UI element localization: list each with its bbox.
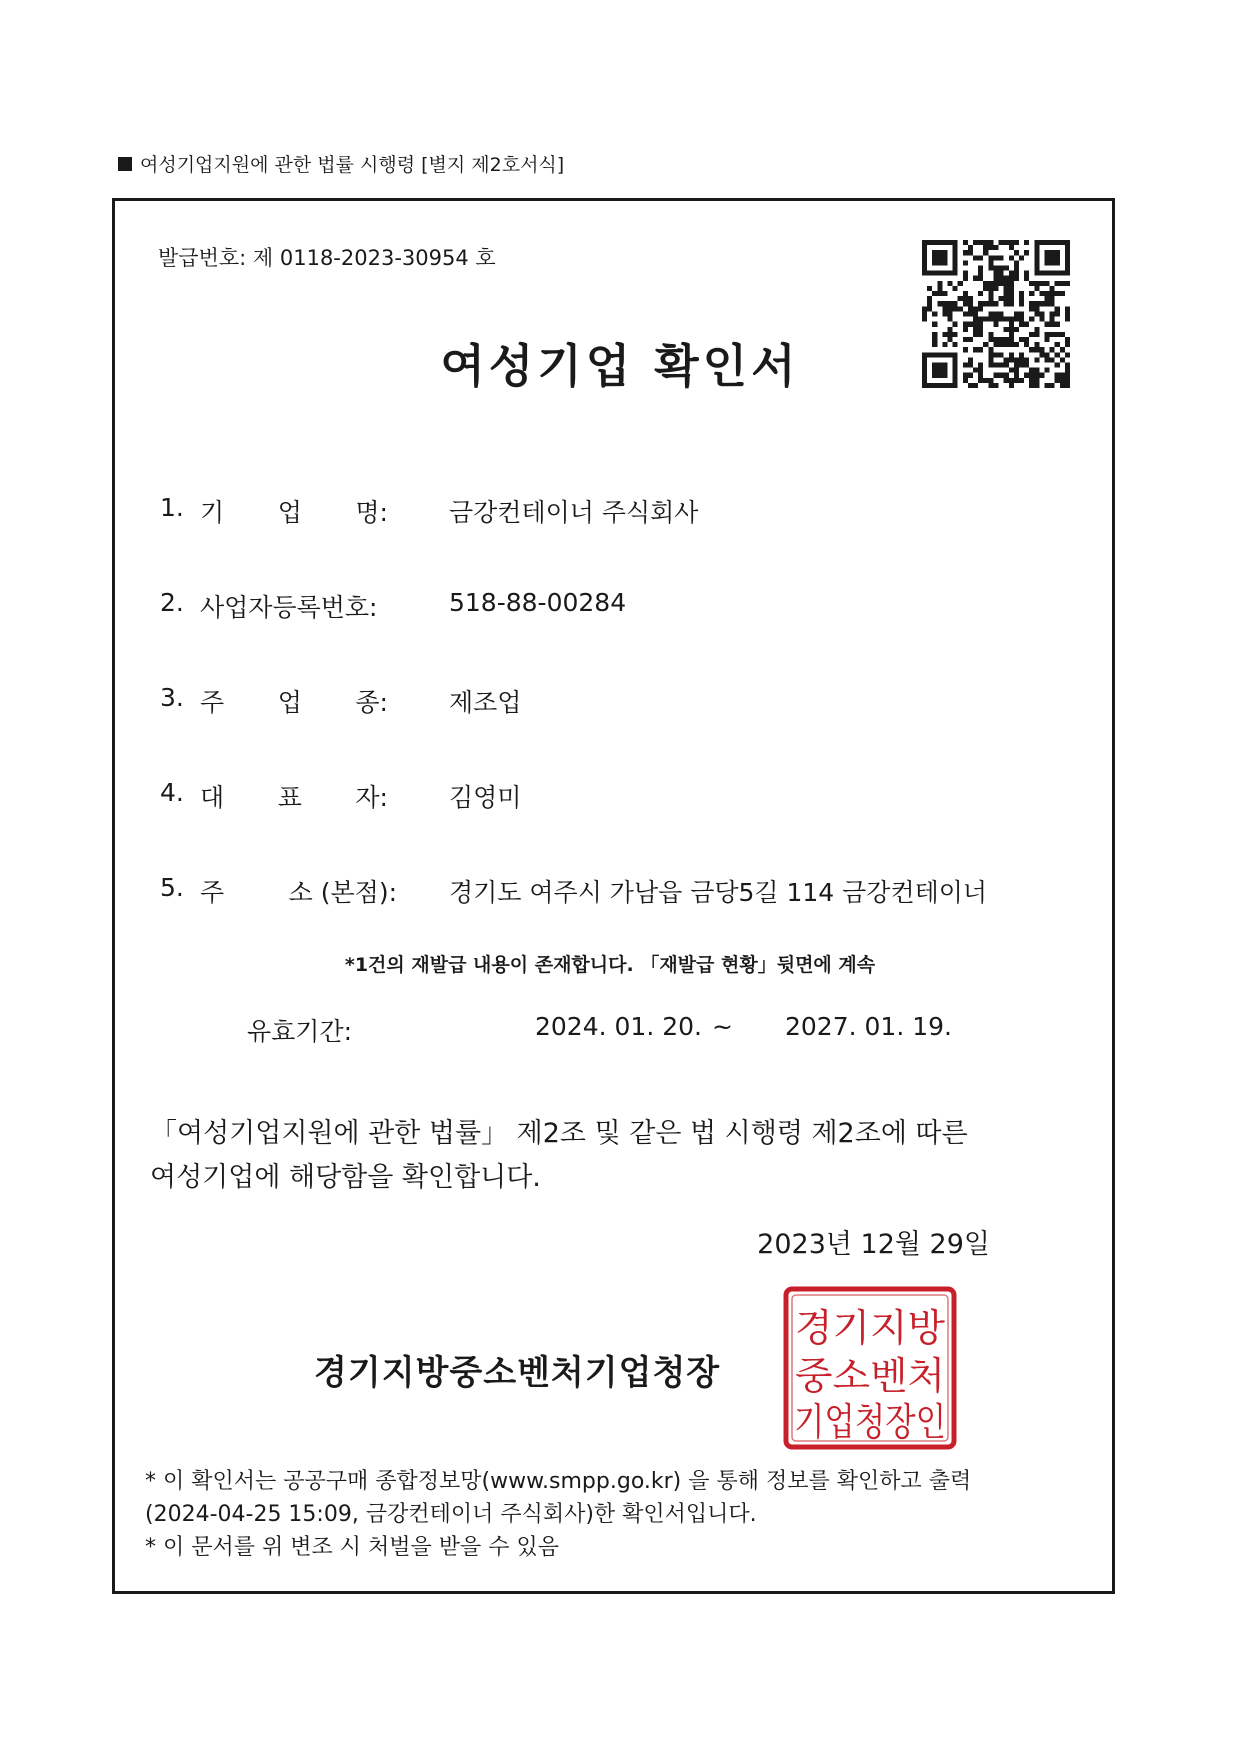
label-char: 사업자등록번호:	[200, 593, 378, 622]
field-number: 5.	[160, 873, 184, 902]
validity-end: 2027. 01. 19.	[785, 1012, 952, 1041]
issue-date: 2023년 12월 29일	[757, 1229, 990, 1260]
validity-separator: ~	[712, 1012, 733, 1041]
label-char: 명:	[355, 498, 388, 527]
footnote: * 이 문서를 위 변조 시 처벌을 받을 수 있음	[145, 1535, 559, 1560]
statement-line: 「여성기업지원에 관한 법률」 제2조 및 같은 법 시행령 제2조에 따른	[150, 1118, 968, 1149]
official-seal-icon	[782, 1285, 958, 1451]
field-number: 1.	[160, 493, 184, 522]
confirmation-statement	[150, 1112, 968, 1200]
field-number: 3.	[160, 683, 184, 712]
reissue-note: *1건의 재발급 내용이 존재합니다. 「재발급 현황」뒷면에 계속	[344, 954, 876, 976]
field-number: 4.	[160, 778, 184, 807]
validity-label: 유효기간:	[247, 1017, 353, 1046]
field-number: 2.	[160, 588, 184, 617]
document-title: 여성기업 확인서	[440, 339, 800, 393]
label-char: 업	[277, 688, 302, 717]
label-char: 주	[200, 688, 225, 717]
label-char: 표	[277, 783, 302, 812]
footnotes	[145, 1465, 971, 1564]
form-reference-text: 여성기업지원에 관한 법률 시행령 [별지 제2호서식]	[140, 154, 565, 176]
field-value: 제조업	[449, 688, 522, 717]
field-value: 금강컨테이너 주식회사	[449, 498, 699, 527]
footnote: (2024-04-25 15:09, 금강컨테이너 주식회사)한 확인서입니다.	[145, 1502, 757, 1527]
label-char: 종:	[355, 688, 388, 717]
seal-line: 기업청장인	[794, 1400, 946, 1444]
issue-number: 발급번호: 제 0118-2023-30954 호	[158, 246, 496, 270]
field-value: 경기도 여주시 가남읍 금당5길 114 금강컨테이너	[449, 878, 988, 907]
form-reference	[118, 150, 564, 177]
label-char: 주	[200, 878, 225, 907]
label-char: 업	[277, 498, 302, 527]
seal-line: 경기지방	[795, 1306, 946, 1350]
label-char: 소 (본점):	[288, 878, 397, 907]
statement-line: 여성기업에 해당함을 확인합니다.	[150, 1162, 541, 1193]
field-value: 518-88-00284	[449, 588, 627, 617]
issuer-name: 경기지방중소벤처기업청장	[314, 1353, 721, 1393]
field-main-industry	[160, 683, 521, 719]
square-bullet-icon	[118, 157, 132, 171]
field-company-name	[160, 493, 698, 529]
validity-start: 2024. 01. 20.	[535, 1012, 702, 1041]
field-value: 김영미	[449, 783, 522, 812]
field-address	[160, 873, 987, 909]
field-business-number	[160, 588, 626, 624]
footnote: * 이 확인서는 공공구매 종합정보망(www.smpp.go.kr) 을 통해 정보를 확인하고 출력	[145, 1469, 972, 1494]
label-char: 자:	[355, 783, 388, 812]
label-char: 기	[200, 498, 225, 527]
field-representative	[160, 778, 521, 814]
label-char: 대	[200, 783, 225, 812]
seal-line: 중소벤처	[795, 1354, 945, 1398]
